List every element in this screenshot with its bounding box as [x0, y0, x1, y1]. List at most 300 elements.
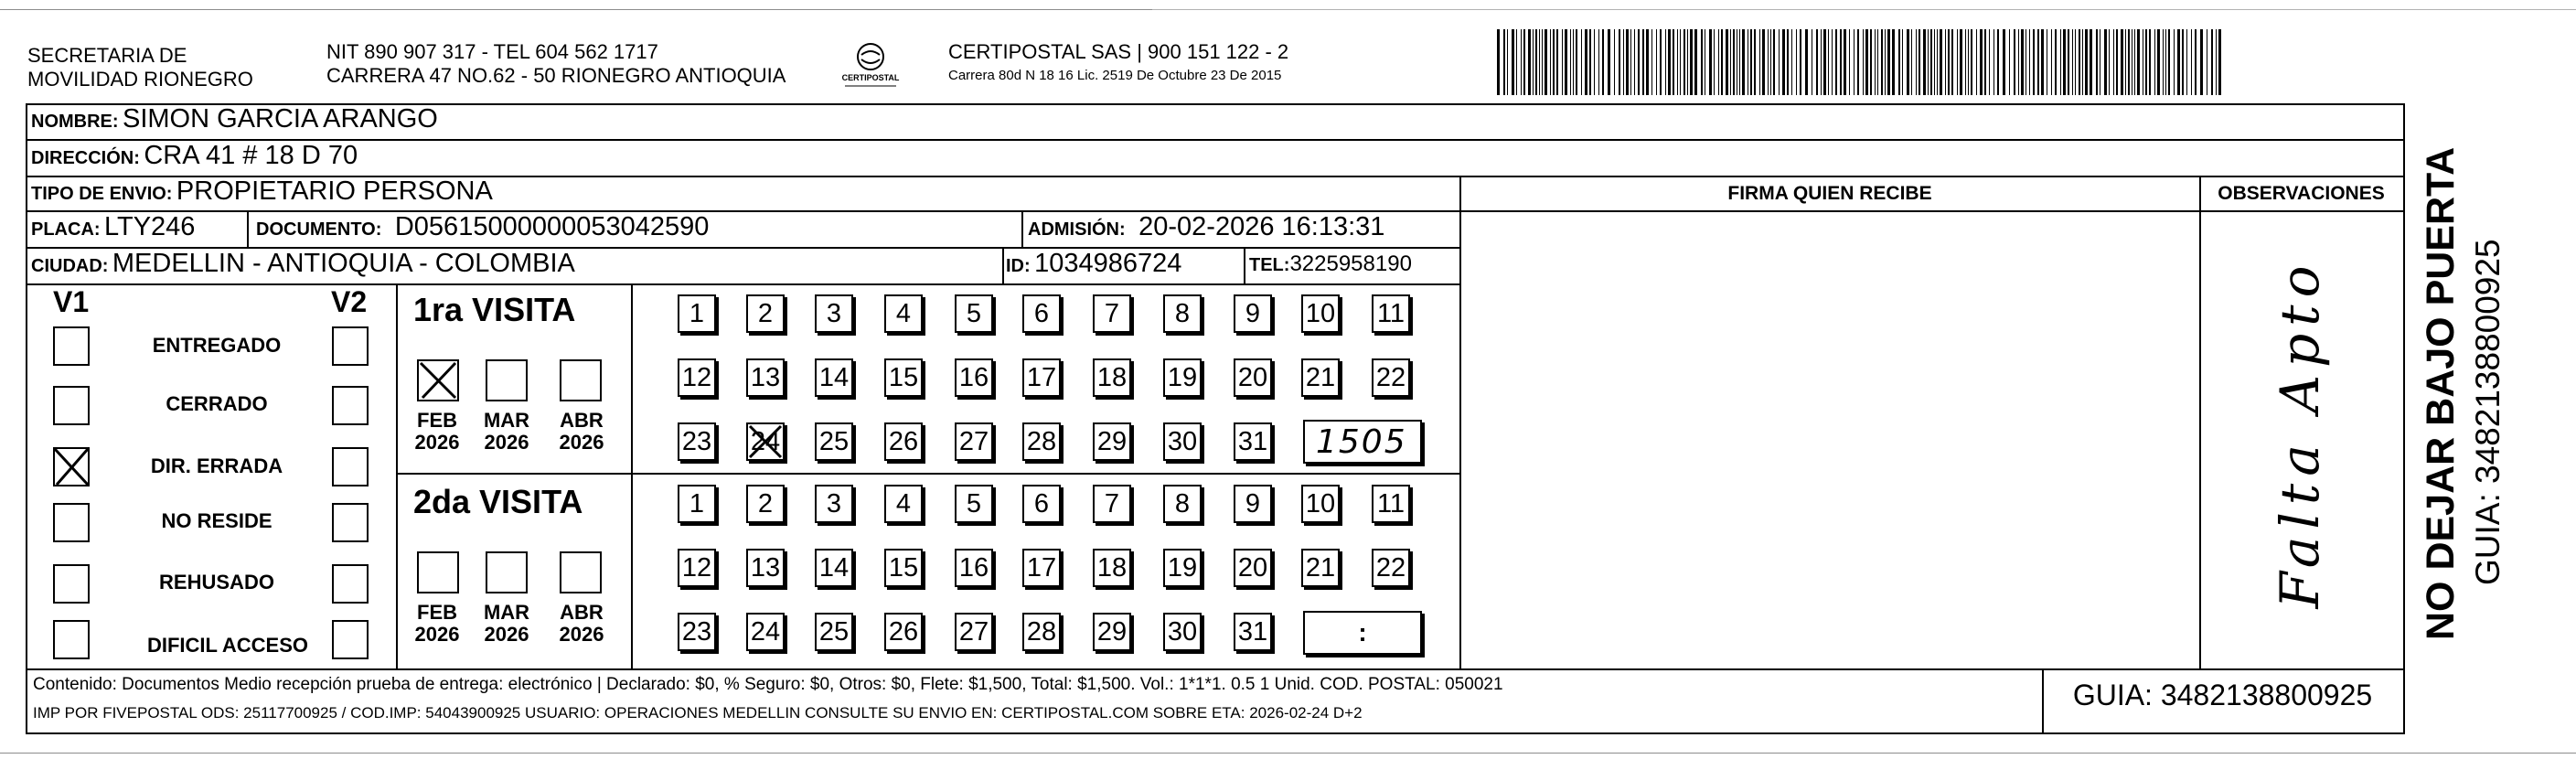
visit2-day-number: 4 — [895, 489, 912, 518]
barcode-bar — [1528, 29, 1531, 95]
barcode-bar — [1497, 29, 1500, 95]
visit2-day-box[interactable] — [955, 485, 993, 523]
nombre-label: NOMBRE: — [31, 112, 119, 132]
visit2-day-box[interactable] — [1372, 549, 1410, 587]
visit2-day-box[interactable] — [1093, 613, 1131, 651]
barcode-bar — [2096, 29, 2098, 95]
visit1-day-box[interactable] — [1234, 422, 1272, 461]
visit1-day-number: 5 — [966, 299, 982, 328]
visit1-time-box[interactable] — [1303, 420, 1422, 464]
visit2-day-box[interactable] — [1301, 485, 1340, 523]
visit1-day-number: 22 — [1375, 363, 1406, 392]
reason-cerrado: CERRADO — [166, 392, 268, 415]
visit2-day-number: 31 — [1237, 617, 1268, 647]
barcode-bar — [1951, 29, 1953, 95]
admision-row — [1028, 212, 1384, 242]
visit2-day-number: 16 — [958, 553, 989, 583]
barcode-bar — [2090, 29, 2092, 95]
visit1-day-box[interactable] — [1163, 358, 1202, 397]
visit2-day-box[interactable] — [1163, 613, 1202, 651]
barcode-bar — [1630, 29, 1631, 95]
barcode-bar — [1968, 29, 1969, 95]
barcode-bar — [2218, 29, 2221, 95]
barcode-bar — [1832, 29, 1833, 95]
placa-label: PLACA: — [31, 219, 101, 240]
barcode-bar — [1984, 29, 1986, 95]
visit1-day-box[interactable] — [678, 422, 716, 461]
sender-name-line-1: SECRETARIA DE — [27, 44, 187, 67]
barcode-bar — [2063, 29, 2066, 95]
barcode-bar — [2068, 29, 2069, 95]
barcode-bar — [1993, 29, 1994, 95]
barcode-bar — [2177, 29, 2180, 95]
visit2-day-number: 25 — [818, 617, 850, 647]
barcode-bar — [1668, 29, 1671, 95]
barcode-bar — [2168, 29, 2170, 95]
visit1-day-box[interactable] — [955, 358, 993, 397]
visit1-day-number: 9 — [1245, 299, 1261, 328]
barcode-bar — [2033, 29, 2035, 95]
barcode-bar — [1960, 29, 1962, 95]
barcode-bar — [1503, 29, 1505, 95]
barcode-bar — [1739, 29, 1740, 95]
v1-checkbox-dificil-acceso[interactable] — [53, 620, 90, 659]
barcode-bar — [1976, 29, 1977, 95]
barcode-bar — [1759, 29, 1760, 95]
observation-handwriting — [2218, 238, 2382, 631]
visit1-day-box[interactable] — [1022, 358, 1061, 397]
visit1-day-number: 13 — [750, 363, 781, 392]
ciudad-value: MEDELLIN - ANTIOQUIA - COLOMBIA — [112, 249, 575, 278]
visit2-day-box[interactable] — [1234, 549, 1272, 587]
v1-checkbox-entregado[interactable] — [53, 326, 90, 366]
barcode-bar — [1937, 29, 1938, 95]
barcode-bar — [1576, 29, 1577, 95]
visit1-day-number: 4 — [895, 299, 912, 328]
barcode-bar — [2128, 29, 2130, 95]
visit1-day-box[interactable] — [746, 358, 785, 397]
barcode-bar — [2113, 29, 2114, 95]
visit1-day-number: 29 — [1096, 427, 1128, 456]
direccion-label: DIRECCIÓN: — [31, 148, 140, 168]
visit2-day-box[interactable] — [1093, 485, 1131, 523]
visit1-day-number: 17 — [1026, 363, 1057, 392]
barcode-bar — [1865, 29, 1868, 95]
barcode-bar — [2134, 29, 2135, 95]
barcode-bar — [1533, 29, 1534, 95]
visit2-year-label: 2026 — [414, 623, 460, 646]
barcode-bar — [1805, 29, 1808, 95]
barcode-bar — [1553, 29, 1555, 95]
barcode-bar — [1989, 29, 1990, 95]
visit2-day-box[interactable] — [1022, 485, 1061, 523]
visit2-day-number: 13 — [750, 553, 781, 583]
visit1-day-number: 21 — [1305, 363, 1336, 392]
barcode-bar — [1535, 29, 1537, 95]
visit2-day-number: 1 — [689, 489, 705, 518]
visit2-day-box[interactable] — [1234, 485, 1272, 523]
visit2-day-box[interactable] — [678, 549, 716, 587]
barcode-bar — [1844, 29, 1846, 95]
barcode-bar — [1602, 29, 1604, 95]
visit2-month-box-feb[interactable] — [417, 551, 459, 593]
barcode-bar — [2149, 29, 2151, 95]
visit1-day-box[interactable] — [815, 358, 853, 397]
logo-text: CERTIPOSTAL — [841, 73, 900, 82]
visit2-month-label: FEB — [417, 601, 457, 624]
visit2-day-box[interactable] — [746, 485, 785, 523]
visit1-day-box[interactable] — [1163, 294, 1202, 333]
barcode-bar — [2055, 29, 2057, 95]
placa-value: LTY246 — [104, 212, 196, 241]
footer-contenido: Contenido: Documentos Medio recepción prueba de entrega: electrónico | Declarado: $0, % Seguro: $0, Otros: $0, Flete: $1,500, Total: $1,500. Vol.: 1*1*1. 0.5 1 Unid. COD. POSTAL: 050021 — [33, 675, 1503, 694]
ciudad-row — [31, 249, 575, 279]
barcode-bar — [2018, 29, 2019, 95]
visit1-day-box[interactable] — [1093, 422, 1131, 461]
barcode-bar — [1930, 29, 1932, 95]
barcode-bar — [1516, 29, 1517, 95]
visit1-day-box[interactable] — [815, 294, 853, 333]
certipostal-logo-icon — [838, 37, 903, 101]
id-row — [1006, 249, 1181, 279]
id-value: 1034986724 — [1034, 249, 1182, 278]
admision-value: 20-02-2026 16:13:31 — [1138, 212, 1385, 241]
barcode-bar — [1945, 29, 1946, 95]
barcode-bar — [1665, 29, 1666, 95]
visit2-day-number: 3 — [826, 489, 842, 518]
v1-header: V1 — [53, 285, 90, 318]
reason-rehusado: REHUSADO — [159, 571, 274, 593]
visit1-day-box[interactable] — [678, 294, 716, 333]
barcode-bar — [1619, 29, 1620, 95]
visit2-day-number: 12 — [681, 553, 712, 583]
barcode-bar — [1598, 29, 1599, 95]
barcode-bar — [1800, 29, 1801, 95]
barcode-bar — [2085, 29, 2088, 95]
visit2-day-number: 18 — [1096, 553, 1128, 583]
barcode-bar — [1521, 29, 1522, 95]
visit2-month-box-mar[interactable] — [486, 551, 528, 593]
barcode-bar — [1854, 29, 1855, 95]
barcode-bar — [2060, 29, 2061, 95]
barcode — [1495, 29, 2227, 95]
barcode-bar — [1885, 29, 1886, 95]
barcode-bar — [1997, 29, 1999, 95]
v2-checkbox-dir-errada[interactable] — [332, 447, 369, 486]
v2-checkbox-dificil-acceso[interactable] — [332, 620, 369, 659]
visit1-month-box-mar[interactable] — [486, 359, 528, 401]
visit2-month-label: ABR — [560, 601, 604, 624]
visit2-day-box[interactable] — [1022, 549, 1061, 587]
barcode-bar — [1902, 29, 1903, 95]
barcode-bar — [1791, 29, 1792, 95]
visit2-day-box[interactable] — [815, 613, 853, 651]
documento-value: D05615000000053042590 — [394, 212, 710, 241]
barcode-bar — [2195, 29, 2197, 95]
barcode-bar — [1721, 29, 1723, 95]
visit1-day-number: 19 — [1167, 363, 1198, 392]
visit1-month-box-abr[interactable] — [560, 359, 602, 401]
visit2-day-box[interactable] — [1234, 613, 1272, 651]
visit1-day-box[interactable] — [1372, 294, 1410, 333]
visit2-day-box[interactable] — [955, 613, 993, 651]
visit1-day-box[interactable] — [815, 422, 853, 461]
visit1-day-box[interactable] — [678, 358, 716, 397]
barcode-bar — [1898, 29, 1900, 95]
barcode-bar — [1857, 29, 1859, 95]
visit1-day-box[interactable] — [955, 422, 993, 461]
visit2-day-number: 20 — [1237, 553, 1268, 583]
visit1-day-box[interactable] — [1093, 294, 1131, 333]
barcode-bar — [1683, 29, 1685, 95]
visit2-day-number: 2 — [757, 489, 774, 518]
barcode-bar — [1562, 29, 1563, 95]
visit2-day-number: 14 — [818, 553, 850, 583]
barcode-bar — [1773, 29, 1775, 95]
visit2-day-number: 6 — [1033, 489, 1050, 518]
barcode-bar — [1523, 29, 1525, 95]
visit1-month-mar — [479, 410, 534, 454]
nit-line: NIT 890 907 317 - TEL 604 562 1717 — [326, 40, 658, 63]
visit1-day-number: 12 — [681, 363, 712, 392]
visit1-day-box[interactable] — [746, 422, 785, 461]
footer-imp: IMP POR FIVEPOSTAL ODS: 25117700925 / COD.IMP: 54043900925 USUARIO: OPERACIONES MEDELLIN CONSULTE SU ENVIO EN: CERTIPOSTAL.COM SOBRE ETA: 2026-02-24 D+2 — [33, 704, 1363, 722]
barcode-bar — [1840, 29, 1842, 95]
barcode-bar — [2051, 29, 2052, 95]
visit1-day-number: 16 — [958, 363, 989, 392]
visit2-day-box[interactable] — [815, 485, 853, 523]
visit2-day-box[interactable] — [955, 549, 993, 587]
v1-checkbox-rehusado[interactable] — [53, 564, 90, 604]
ciudad-label: CIUDAD: — [31, 256, 109, 276]
barcode-bar — [1680, 29, 1681, 95]
visit1-day-number: 11 — [1376, 299, 1406, 328]
documento-row — [256, 212, 709, 242]
visit1-year-label: 2026 — [559, 431, 604, 454]
barcode-bar — [1714, 29, 1715, 95]
visit2-day-box[interactable] — [746, 613, 785, 651]
visit1-day-box[interactable] — [1093, 358, 1131, 397]
barcode-bar — [1919, 29, 1920, 95]
barcode-bar — [1687, 29, 1688, 95]
barcode-bar — [1971, 29, 1972, 95]
barcode-bar — [1594, 29, 1595, 95]
barcode-bar — [1570, 29, 1571, 95]
visit2-day-box[interactable] — [1163, 549, 1202, 587]
barcode-bar — [1762, 29, 1765, 95]
visit1-day-number: 27 — [958, 427, 989, 456]
barcode-bar — [1816, 29, 1818, 95]
visit2-day-number: 8 — [1174, 489, 1191, 518]
visit2-time-box[interactable] — [1303, 611, 1422, 655]
visit1-day-box[interactable] — [1022, 422, 1061, 461]
observation-text: Falta Apto — [2269, 258, 2331, 609]
barcode-bar — [1835, 29, 1837, 95]
barcode-bar — [1742, 29, 1745, 95]
admision-label: ADMISIÓN: — [1028, 219, 1126, 240]
v1-checkbox-dir-errada[interactable] — [53, 447, 90, 486]
barcode-bar — [1608, 29, 1610, 95]
barcode-bar — [1870, 29, 1872, 95]
barcode-bar — [2072, 29, 2073, 95]
visit1-day-number: 7 — [1104, 299, 1120, 328]
visit1-day-box[interactable] — [884, 358, 923, 397]
visit1-month-box-feb[interactable] — [417, 359, 459, 401]
visit2-day-box[interactable] — [1022, 613, 1061, 651]
visit1-day-number: 18 — [1096, 363, 1128, 392]
barcode-bar — [1916, 29, 1917, 95]
barcode-bar — [2182, 29, 2184, 95]
v2-checkbox-no-reside[interactable] — [332, 503, 369, 542]
reason-no-reside: NO RESIDE — [161, 509, 273, 532]
visit2-month-feb — [410, 602, 465, 646]
tipo-envio-row — [31, 176, 493, 207]
barcode-bar — [2003, 29, 2005, 95]
reason-entregado: ENTREGADO — [152, 334, 282, 357]
visit1-day-number: 20 — [1237, 363, 1268, 392]
barcode-bar — [1877, 29, 1878, 95]
barcode-bar — [1709, 29, 1712, 95]
visit1-month-label: ABR — [560, 409, 604, 432]
visit2-day-box[interactable] — [884, 485, 923, 523]
v1-checkbox-cerrado[interactable] — [53, 386, 90, 425]
barcode-bar — [2157, 29, 2160, 95]
visit1-day-box[interactable] — [746, 294, 785, 333]
visit2-day-number: 30 — [1167, 617, 1198, 647]
barcode-bar — [1875, 29, 1876, 95]
visit1-day-box[interactable] — [1301, 358, 1340, 397]
visit1-day-number: 2 — [757, 299, 774, 328]
barcode-bar — [2079, 29, 2080, 95]
v2-checkbox-cerrado[interactable] — [332, 386, 369, 425]
visit1-day-number: 6 — [1033, 299, 1050, 328]
barcode-bar — [1750, 29, 1752, 95]
visit2-day-box[interactable] — [815, 549, 853, 587]
reason-dir-errada: DIR. ERRADA — [150, 454, 283, 477]
visit1-day-number: 15 — [888, 363, 919, 392]
barcode-bars — [1497, 29, 2221, 95]
barcode-bar — [1614, 29, 1615, 95]
courier-line: CERTIPOSTAL SAS | 900 151 122 - 2 — [948, 40, 1289, 63]
barcode-bar — [1928, 29, 1929, 95]
barcode-bar — [1881, 29, 1883, 95]
side-guia: GUIA: 3482138800925 — [2469, 239, 2507, 585]
visit2-day-number: 22 — [1375, 553, 1406, 583]
visit2-day-box[interactable] — [1301, 549, 1340, 587]
visit1-day-number: 24 — [750, 427, 781, 456]
firma-header: FIRMA QUIEN RECIBE — [1727, 183, 1932, 204]
sender-name — [27, 44, 253, 91]
barcode-bar — [2211, 29, 2213, 95]
barcode-bar — [2163, 29, 2164, 95]
barcode-bar — [2109, 29, 2110, 95]
v2-checkbox-entregado[interactable] — [332, 326, 369, 366]
placa-row — [31, 212, 195, 242]
visit1-day-box[interactable] — [1234, 358, 1272, 397]
visit1-day-box[interactable] — [955, 294, 993, 333]
barcode-bar — [2116, 29, 2118, 95]
barcode-bar — [1828, 29, 1829, 95]
visit2-day-box[interactable] — [1163, 485, 1202, 523]
tipo-envio-label: TIPO DE ENVIO: — [31, 184, 173, 204]
barcode-bar — [1507, 29, 1508, 95]
x-mark-icon — [746, 422, 785, 461]
barcode-bar — [1718, 29, 1719, 95]
visit1-day-box[interactable] — [1372, 358, 1410, 397]
visit2-day-number: 17 — [1026, 553, 1057, 583]
barcode-bar — [1646, 29, 1649, 95]
visit1-day-box[interactable] — [884, 294, 923, 333]
visit2-month-box-abr[interactable] — [560, 551, 602, 593]
barcode-bar — [2009, 29, 2010, 95]
visit1-day-box[interactable] — [1301, 294, 1340, 333]
barcode-bar — [1948, 29, 1950, 95]
barcode-bar — [1673, 29, 1674, 95]
v2-header: V2 — [331, 285, 368, 318]
visit2-day-box[interactable] — [884, 549, 923, 587]
barcode-bar — [1694, 29, 1697, 95]
visit1-month-feb — [410, 410, 465, 454]
visit1-day-number: 30 — [1167, 427, 1198, 456]
side-warning: NO DEJAR BAJO PUERTA — [2419, 146, 2463, 640]
tel-row — [1249, 251, 1412, 277]
visit1-day-box[interactable] — [884, 422, 923, 461]
visit2-day-box[interactable] — [1093, 549, 1131, 587]
visit2-time-separator: : — [1358, 618, 1367, 647]
visit1-day-number: 8 — [1174, 299, 1191, 328]
barcode-bar — [1726, 29, 1728, 95]
visit2-day-box[interactable] — [678, 613, 716, 651]
visit2-day-box[interactable] — [1372, 485, 1410, 523]
barcode-bar — [1585, 29, 1587, 95]
v2-checkbox-rehusado[interactable] — [332, 564, 369, 604]
visit2-day-number: 9 — [1245, 489, 1261, 518]
visit2-day-box[interactable] — [678, 485, 716, 523]
barcode-bar — [2191, 29, 2192, 95]
visit1-title: 1ra VISITA — [413, 291, 576, 328]
visit2-year-label: 2026 — [559, 623, 604, 646]
visit2-day-box[interactable] — [884, 613, 923, 651]
barcode-bar — [1821, 29, 1822, 95]
visit1-day-box[interactable] — [1234, 294, 1272, 333]
barcode-bar — [1690, 29, 1693, 95]
visit2-day-number: 15 — [888, 553, 919, 583]
barcode-bar — [1965, 29, 1966, 95]
v1-checkbox-no-reside[interactable] — [53, 503, 90, 542]
barcode-bar — [2145, 29, 2147, 95]
visit1-day-number: 28 — [1026, 427, 1057, 456]
barcode-bar — [2154, 29, 2155, 95]
barcode-bar — [1782, 29, 1785, 95]
barcode-bar — [1565, 29, 1567, 95]
visit1-day-number: 26 — [888, 427, 919, 456]
barcode-bar — [1923, 29, 1926, 95]
license-line: Carrera 80d N 18 16 Lic. 2519 De Octubre 23 De 2015 — [948, 68, 1282, 83]
barcode-bar — [1796, 29, 1797, 95]
visit1-day-number: 14 — [818, 363, 850, 392]
visit2-day-number: 19 — [1167, 553, 1198, 583]
visit1-day-box[interactable] — [1022, 294, 1061, 333]
visit1-day-box[interactable] — [1163, 422, 1202, 461]
address-line: CARRERA 47 NO.62 - 50 RIONEGRO ANTIOQUIA — [326, 64, 786, 87]
barcode-bar — [1556, 29, 1558, 95]
x-mark-icon — [53, 447, 90, 486]
barcode-bar — [1539, 29, 1540, 95]
barcode-bar — [1787, 29, 1789, 95]
barcode-bar — [2082, 29, 2083, 95]
barcode-bar — [1589, 29, 1591, 95]
visit2-day-box[interactable] — [746, 549, 785, 587]
